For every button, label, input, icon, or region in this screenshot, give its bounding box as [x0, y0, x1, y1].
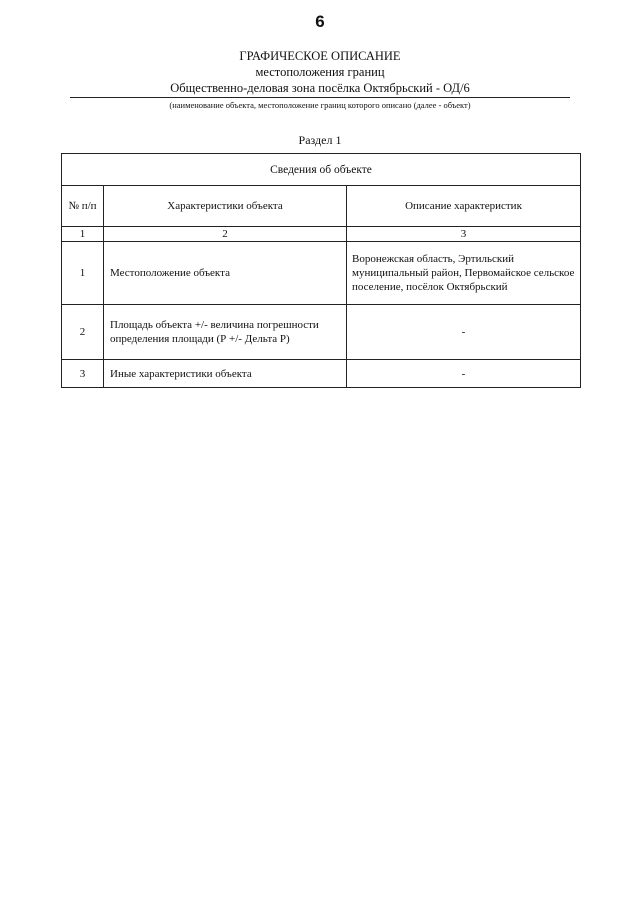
section-title: Раздел 1 [298, 133, 342, 147]
object-name: Общественно-деловая зона посёлка Октябрьский - ОД/6 [170, 81, 470, 95]
column-number: 2 [104, 227, 347, 242]
table-title: Сведения об объекте [62, 154, 581, 186]
row-characteristic: Иные характеристики объекта [104, 360, 347, 388]
table-row [62, 242, 581, 305]
row-number: 2 [62, 305, 104, 360]
object-info-table [61, 153, 581, 388]
table-row [62, 305, 581, 360]
row-characteristic: Площадь объекта +/- величина погрешности определения площади (Р +/- Дельта Р) [104, 305, 347, 360]
table-title-row [62, 154, 581, 186]
column-number: 3 [347, 227, 581, 242]
column-number-row [62, 227, 581, 242]
document-title: ГРАФИЧЕСКОЕ ОПИСАНИЕ [239, 49, 401, 63]
row-description: Воронежская область, Эртильский муниципальный район, Первомайское сельское поселение, посёлок Октябрьский [347, 242, 581, 305]
column-number: 1 [62, 227, 104, 242]
row-characteristic: Местоположение объекта [104, 242, 347, 305]
object-name-caption: (наименование объекта, местоположение границ которого описано (далее - объект) [169, 100, 471, 110]
row-description: - [347, 305, 581, 360]
table-row [62, 360, 581, 388]
row-number: 1 [62, 242, 104, 305]
row-description: - [347, 360, 581, 388]
object-name-block [70, 80, 570, 98]
document-heading [0, 48, 640, 80]
column-header-characteristic: Характеристики объекта [104, 186, 347, 227]
column-header-number: № п/п [62, 186, 104, 227]
column-header-description: Описание характеристик [347, 186, 581, 227]
row-number: 3 [62, 360, 104, 388]
table-header-row [62, 186, 581, 227]
object-name-underline [70, 97, 570, 98]
page-number: 6 [315, 12, 325, 31]
document-subtitle: местоположения границ [255, 65, 385, 79]
